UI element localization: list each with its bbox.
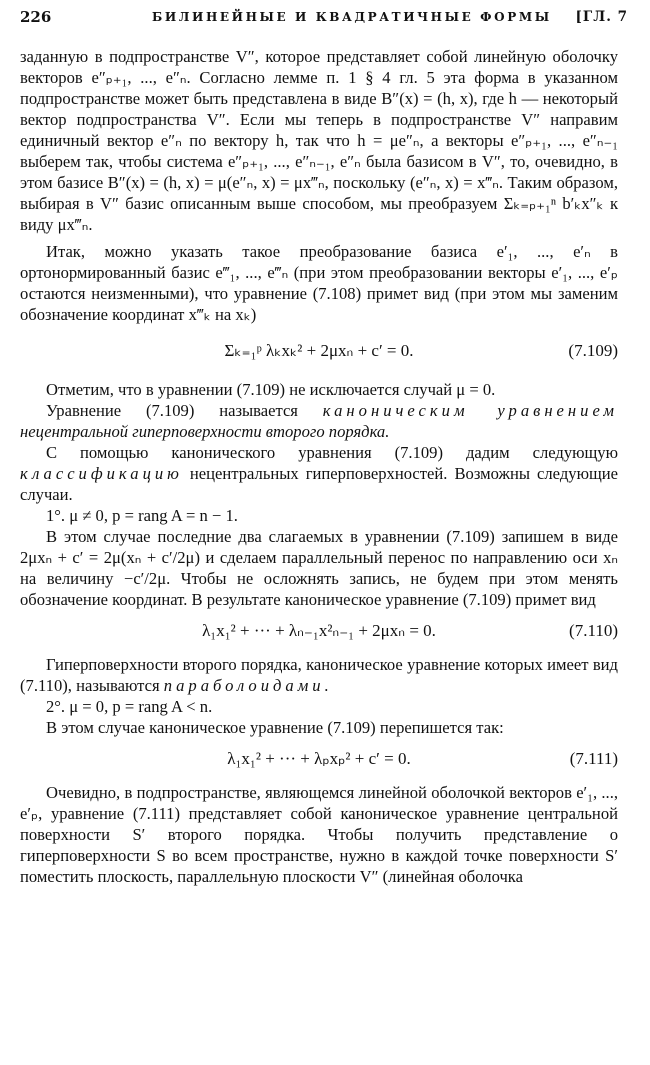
term-classification: классификацию: [20, 464, 183, 483]
chapter-marker: [ГЛ. 7: [575, 9, 628, 25]
running-header: [20, 6, 628, 28]
paragraph-2: Итак, можно указать такое преобразование базиса e′₁, ..., e′ₙ в ортонормированный базис e‴₁, ..., e‴ₙ (при этом преобразовании векторы e′₁, ..., e′ₚ остаются неизменными), что уравнение (7.108) примет вид (при этом мы заменим обозначение координат x‴ₖ на xₖ): [20, 242, 618, 324]
equation-7-109: [20, 325, 618, 379]
paragraph-6: В этом случае последние два слагаемых в уравнении (7.109) запишем в виде 2μxₙ + c′ = 2μ(xₙ + c′/2μ) и сделаем параллельный перенос по направлению оси xₙ на величину −c′/2μ. Чтобы не осложнять запись, не будем при этом менять обозначение координат. В результате каноническое уравнение (7.109) примет вид: [20, 527, 618, 609]
equation-7-109-number: (7.109): [568, 341, 618, 360]
paragraph-4-lead: Уравнение (7.109) называется: [46, 401, 298, 420]
paragraph-7: [20, 654, 618, 696]
paragraph-3: Отметим, что в уравнении (7.109) не исключается случай μ = 0.: [46, 380, 496, 399]
equation-7-110: [20, 610, 618, 654]
equation-7-111: [20, 738, 618, 782]
equation-7-111-expr: λ₁x₁² + ··· + λₚxₚ² + c′ = 0.: [227, 749, 411, 768]
term-canonical-equation: каноническим уравнением: [322, 401, 618, 420]
paragraph-8: В этом случае каноническое уравнение (7.109) перепишется так:: [46, 718, 504, 737]
paragraph-5: [20, 442, 618, 505]
equation-7-110-number: (7.110): [569, 621, 618, 640]
equation-7-109-expr: Σₖ₌₁ᵖ λₖxₖ² + 2μxₙ + c′ = 0.: [224, 341, 414, 360]
page-body: [20, 46, 618, 887]
paragraph-7-lead: Гиперповерхности второго порядка, каноническое уравнение которых имеет вид (7.110), называются: [20, 655, 618, 695]
paragraph-4-rest: нецентральной гиперповерхности второго порядка.: [20, 422, 390, 441]
running-title: БИЛИНЕЙНЫЕ И КВАДРАТИЧНЫЕ ФОРМЫ: [152, 10, 552, 24]
paragraph-9: Очевидно, в подпространстве, являющемся линейной оболочкой векторов e′₁, ..., e′ₚ, уравнение (7.111) представляет собой каноническое уравнение центральной поверхности S′ второго порядка. Чтобы получить представление о гиперповерхности S во всем пространстве, нужно в каждой точке поверхности S′ поместить плоскость, параллельную плоскости V″ (линейная оболочка: [20, 783, 618, 886]
paragraph-4: [20, 400, 618, 442]
term-paraboloids: параболоидами.: [163, 676, 333, 695]
paragraph-5-rest: нецентральных гиперповерхностей. Возможны следующие случаи.: [20, 464, 618, 504]
equation-7-110-expr: λ₁x₁² + ··· + λₙ₋₁x²ₙ₋₁ + 2μxₙ = 0.: [202, 621, 436, 640]
paragraph-5-lead: С помощью канонического уравнения (7.109) дадим следующую: [46, 443, 618, 462]
paragraph-1: заданную в подпространстве V″, которое представляет собой линейную оболочку векторов e″ₚ₊₁, ..., e″ₙ. Согласно лемме п. 1 § 4 гл. 5 эта форма в указанном подпространстве может быть представлена в виде B″(x) = (h, x), где h — некоторый вектор подпространства V″. Если мы теперь в подпространстве V″ направим единичный вектор e″ₙ по вектору h, так что h = μe″ₙ, а векторы e″ₚ₊₁, ..., e″ₙ₋₁ выберем так, чтобы система e″ₚ₊₁, ..., e″ₙ₋₁, e″ₙ была базисом в V″, то, очевидно, в этом базисе B″(x) = (h, x) = μ(e″ₙ, x) = μx‴ₙ, поскольку (e″ₙ, x) = x‴ₙ. Таким образом, выбирая в V″ базис описанным выше способом, мы преобразуем Σₖ₌ₚ₊₁ⁿ b′ₖx″ₖ к виду μx‴ₙ.: [20, 47, 618, 234]
case-1: 1°. μ ≠ 0, p = rang A = n − 1.: [46, 506, 238, 525]
page-number: 226: [20, 8, 52, 26]
case-2: 2°. μ = 0, p = rang A < n.: [46, 697, 213, 716]
equation-7-111-number: (7.111): [569, 749, 618, 768]
